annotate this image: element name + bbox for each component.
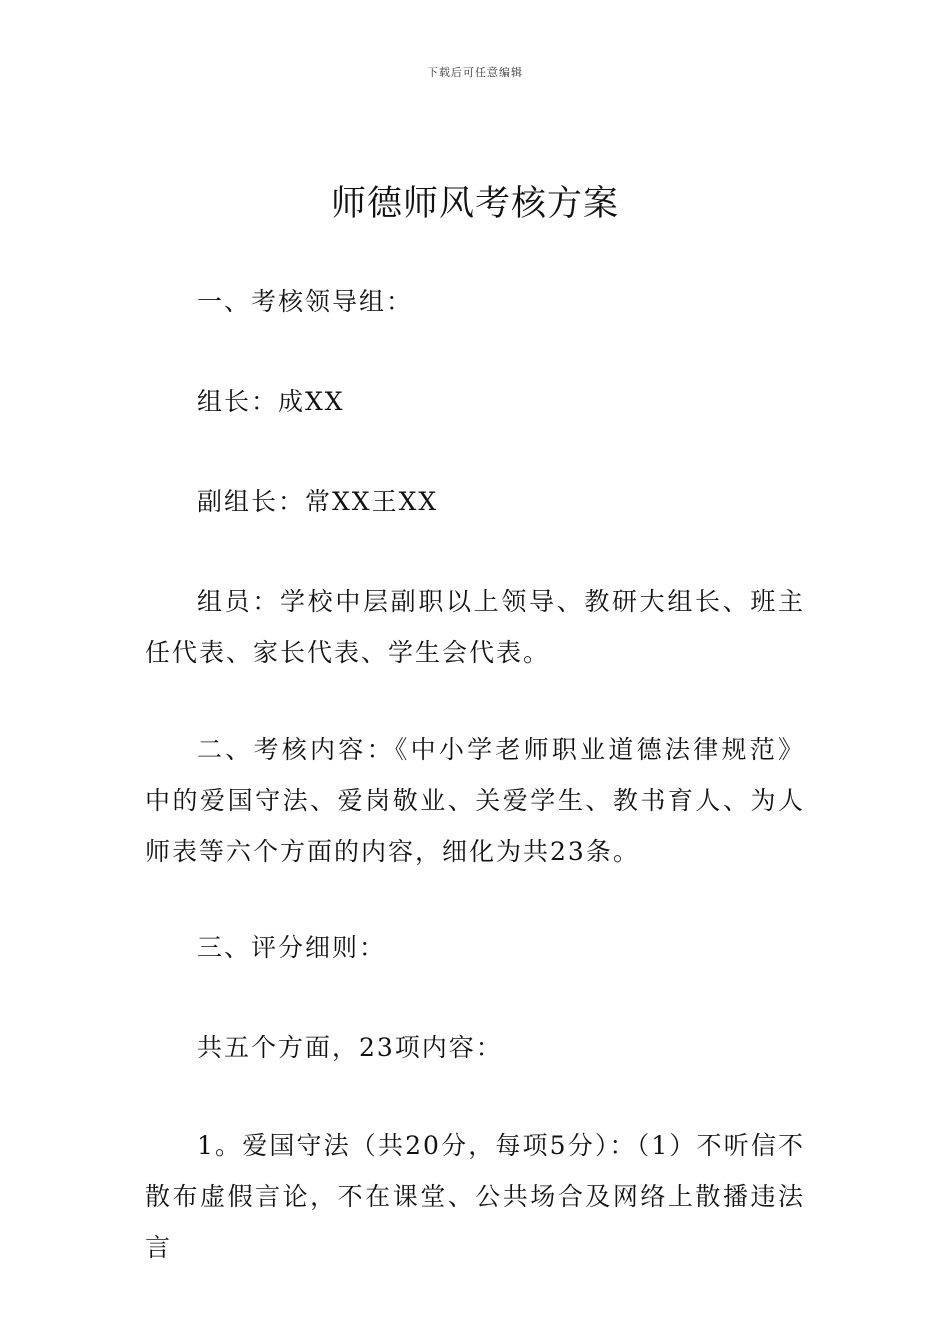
header-note: 下载后可任意编辑 [427, 66, 523, 79]
paragraph: 组员：学校中层副职以上领导、教研大组长、班主任代表、家长代表、学生会代表。 [145, 587, 805, 667]
paragraph: 二、考核内容：《中小学老师职业道德法律规范》中的爱国守法、爱岗敬业、关爱学生、教书育人、为人师表等六个方面的内容，细化为共23条。 [145, 735, 805, 866]
section-leadership-heading [145, 276, 805, 327]
paragraph: 共五个方面，23项内容： [197, 1033, 503, 1062]
paragraph: 组长：成XX [197, 387, 345, 416]
document-title: 师德师风考核方案 [330, 184, 619, 224]
deputy-leader-line [145, 476, 805, 527]
paragraph: 一、考核领导组： [197, 287, 414, 316]
group-leader-line [145, 376, 805, 427]
scoring-summary-line [145, 1022, 805, 1073]
paragraph: 副组长：常XX王XX [197, 487, 439, 516]
members-paragraph [145, 576, 805, 678]
paragraph: 1。爱国守法（共20分，每项5分）：（1）不听信不散布虚假言论，不在课堂、公共场合及网络上散播违法言 [145, 1131, 805, 1262]
paragraph: 三、评分细则： [197, 933, 387, 962]
scoring-rules-heading [145, 922, 805, 973]
assessment-content-paragraph [145, 724, 805, 877]
patriotism-item-paragraph [145, 1120, 805, 1273]
